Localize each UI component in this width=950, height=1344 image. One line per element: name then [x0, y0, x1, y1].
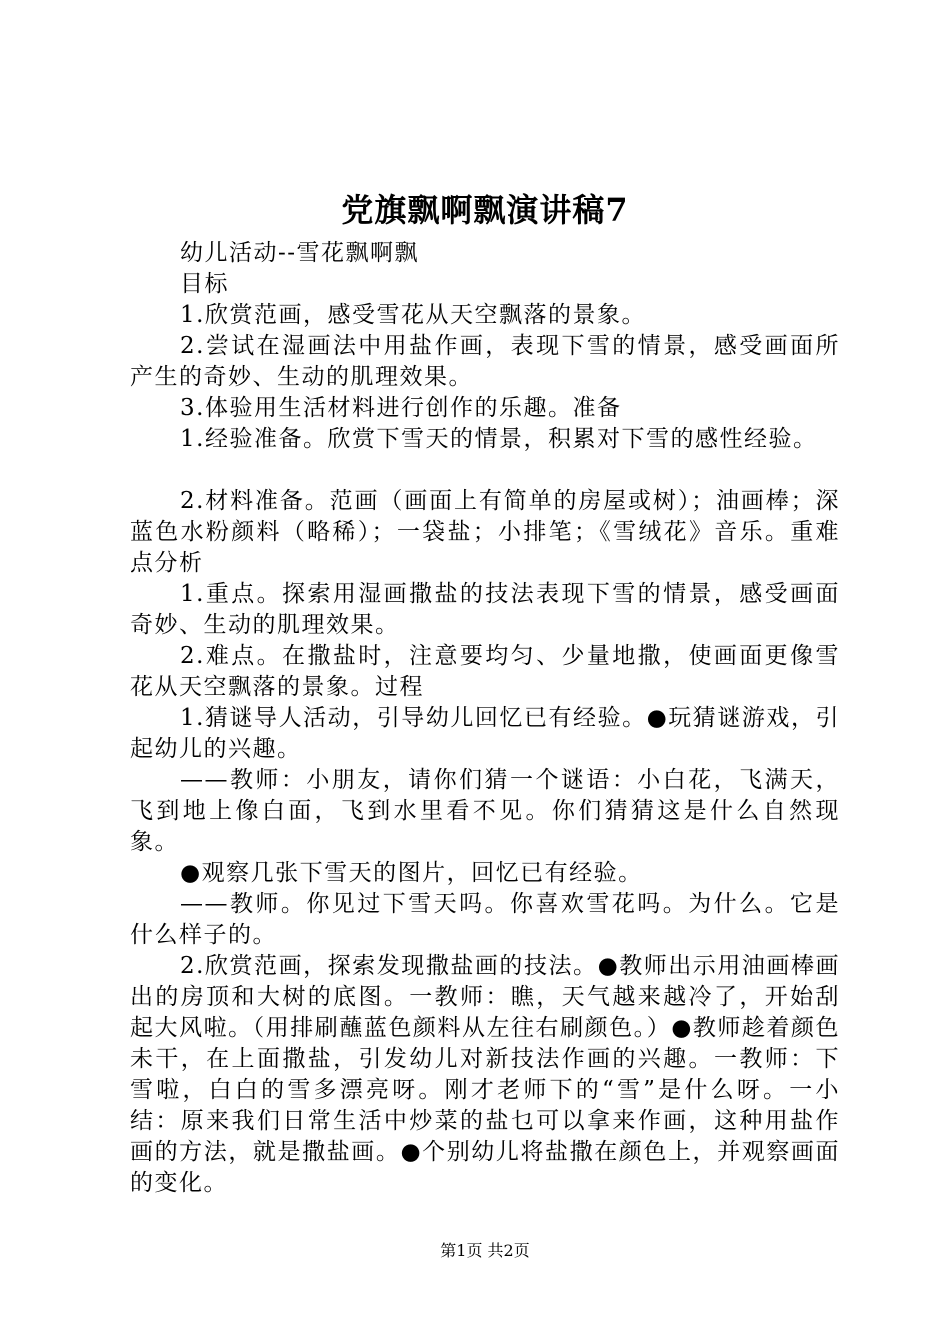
paragraph-key-point: 1.重点。探索用湿画撒盐的技法表现下雪的情景，感受画面奇妙、生动的肌理效果。 [130, 581, 840, 638]
paragraph-goals-heading: 目标 [180, 271, 229, 297]
paragraph-goal-1: 1.欣赏范画，感受雪花从天空飘落的景象。 [180, 302, 646, 328]
paragraph-process-2: 2.欣赏范画，探索发现撒盐画的技法。●教师出示用油画棒画出的房顶和大树的底图。一教师：瞧，天气越来越冷了，开始刮起大风啦。（用排刷蘸蓝色颜料从左往右刷颜色。）●教师趁着颜色未干，在上面撒盐，引发幼儿对新技法作画的兴趣。一教师：下雪啦，白白的雪多漂亮呀。刚才老师下的“雪”是什么呀。一小结：原来我们日常生活中炒菜的盐乜可以拿来作画，这种用盐作画的方法，就是撒盐画。●个别幼儿将盐撒在颜色上，并观察画面的变化。 [130, 953, 840, 1196]
paragraph-goal-3: 3.体验用生活材料进行创作的乐趣。准备 [180, 395, 622, 421]
document-body [130, 238, 840, 1199]
paragraph-teacher-questions: ——教师。你见过下雪天吗。你喜欢雪花吗。为什么。它是什么样子的。 [130, 891, 840, 948]
paragraph-prep-materials: 2.材料准备。范画（画面上有简单的房屋或树）；油画棒；深蓝色水粉颜料（略稀）；一袋盐；小排笔；《雪绒花》音乐。重难点分析 [130, 488, 840, 576]
paragraph-observe-pictures: ●观察几张下雪天的图片，回忆已有经验。 [180, 860, 643, 886]
paragraph-difficulty: 2.难点。在撒盐时，注意要均匀、少量地撒，使画面更像雪花从天空飘落的景象。过程 [130, 643, 840, 700]
page-footer: 第1页 共2页 [440, 1241, 530, 1260]
paragraph-prep-experience: 1.经验准备。欣赏下雪天的情景，积累对下雪的感性经验。 [180, 426, 818, 452]
document-page [130, 0, 840, 1344]
document-title: 党旗飘啊飘演讲稿7 [341, 191, 629, 229]
paragraph-process-1: 1.猜谜导人活动，引导幼儿回忆已有经验。●玩猜谜游戏，引起幼儿的兴趣。 [130, 705, 840, 762]
paragraph-teacher-riddle: ——教师：小朋友，请你们猜一个谜语：小白花，飞满天，飞到地上像白面，飞到水里看不见。你们猜猜这是什么自然现象。 [130, 767, 840, 855]
paragraph-activity-name: 幼儿活动--雪花飘啊飘 [180, 240, 420, 266]
paragraph-goal-2: 2.尝试在湿画法中用盐作画，表现下雪的情景，感受画面所产生的奇妙、生动的肌理效果。 [130, 333, 840, 390]
